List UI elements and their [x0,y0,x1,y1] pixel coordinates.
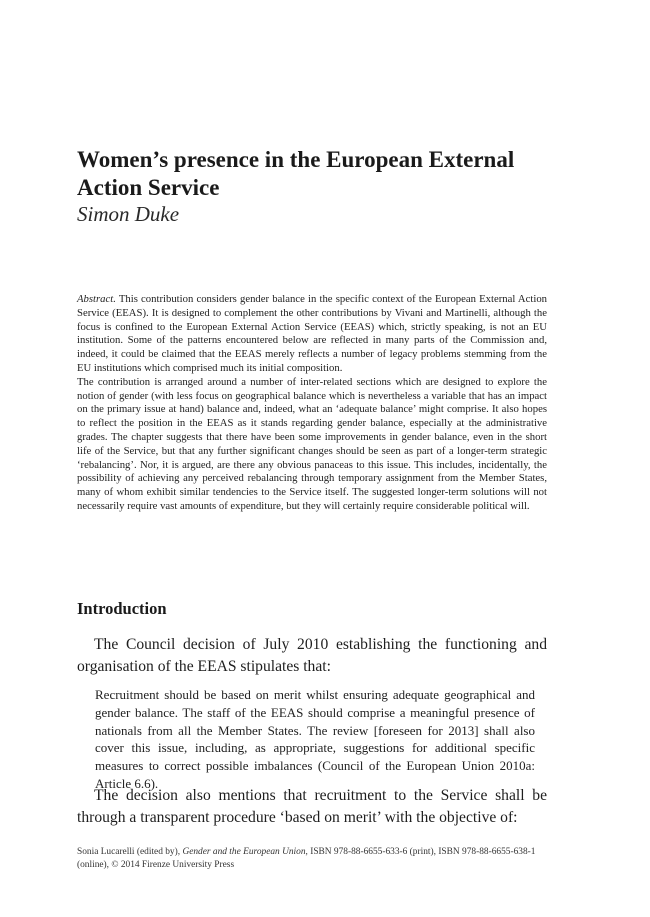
abstract-paragraph-2: The contribution is arranged around a number of inter-related sections which are designed to explore the notion of gender (with less focus on geographical balance which is nevertheless a variable that has an impact on the primary issue at hand) balance and, indeed, what an ‘adequate balance’ might comprise. It also hopes to reflect the position in the EEAS as it stands regarding gender balance, especially at the administrative grades. The chapter suggests that there have been some improvements in gender balance, even in the short life of the Service, but that any further significant changes should be seen as part of a longer-term strategic ‘rebalancing’. Nor, it is argued, are there any obvious panaceas to this issue. This includes, incidentally, the possibility of achieving any perceived rebalancing through temporary assignment from the Member States, many of whom exhibit similar tendencies to the Service itself. The suggested longer-term solutions will not necessarily require vast amounts of expenditure, but they will certainly require considerable political will. [77,375,547,512]
footnote-book-title: Gender and the European Union [182,847,306,857]
section-heading-introduction: Introduction [77,599,167,618]
abstract-label: Abstract. [77,293,116,305]
footnote-suffix: , ISBN 978-88-6655-633-6 (print), ISBN 978-88-6655-638-1 (online), © 2014 Firenze University Press [77,847,536,870]
article-title: Women’s presence in the European External Action Service [77,147,515,200]
abstract-text-1: This contribution considers gender balance in the specific context of the European External Action Service (EEAS). It is designed to complement the other contributions by Vivani and Martinelli, although the focus is confined to the European External Action Service (EEAS) which, strictly speaking, is not an EU institution. Some of the patterns encountered below are reflected in many parts of the Commission and, indeed, it could be claimed that the EEAS merely reflects a number of legacy problems stemming from the EU institutions which comprised much its initial composition. [77,293,548,374]
block-quote: Recruitment should be based on merit whilst ensuring adequate geographical and gender balance. The staff of the EEAS should comprise a meaningful presence of nationals from all the Member States. The review [foreseen for 2013] shall also cover this issue, including, as appropriate, suggestions for additional specific measures to correct possible imbalances (Council of the European Union 2010a: Article 6.6). [95,687,535,791]
abstract-block [77,293,547,514]
body-paragraph-1: The Council decision of July 2010 establishing the functioning and organisation of the EEAS stipulates that: [77,636,547,675]
abstract-paragraph-1 [77,293,547,376]
article-author: Simon Duke [77,202,180,226]
footnote-prefix: Sonia Lucarelli (edited by), [77,847,183,857]
publication-footnote [77,846,555,872]
body-paragraph-2: The decision also mentions that recruitment to the Service shall be through a transparent procedure ‘based on merit’ with the objective of: [77,787,547,826]
